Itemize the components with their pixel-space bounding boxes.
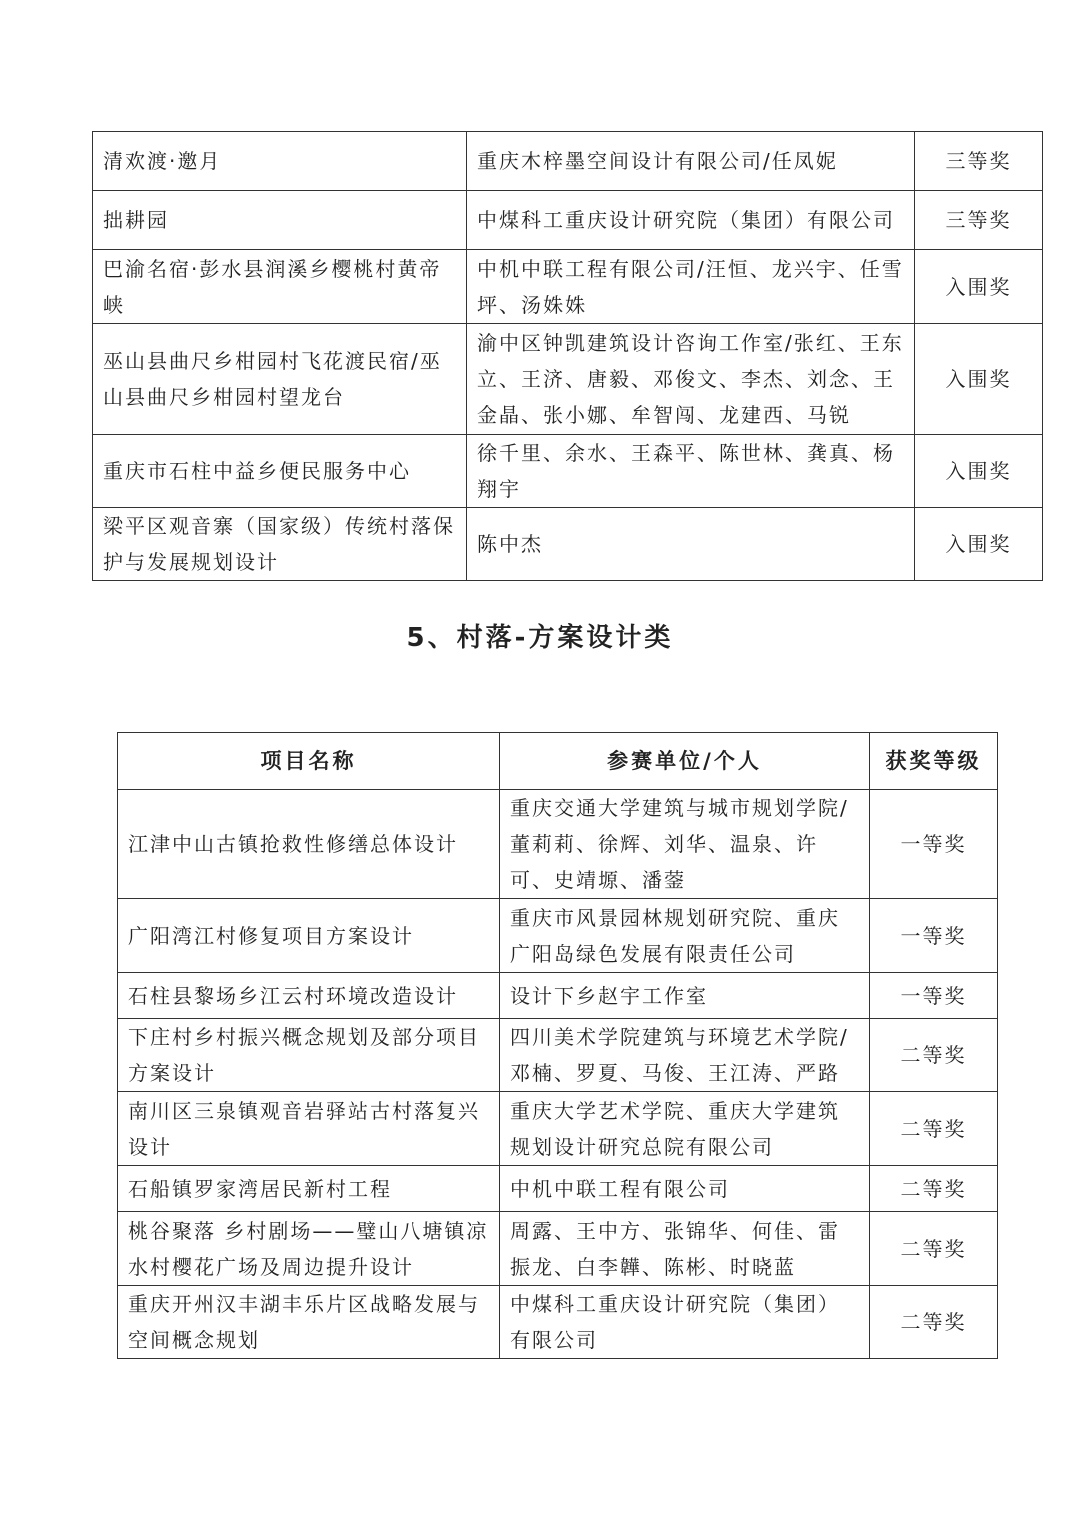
award-level-cell: 入围奖 bbox=[915, 435, 1043, 508]
table-header-row bbox=[118, 733, 998, 790]
entrant-cell: 重庆木梓墨空间设计有限公司/任凤妮 bbox=[467, 132, 915, 191]
table-row bbox=[118, 1092, 998, 1166]
award-level-cell: 一等奖 bbox=[870, 790, 998, 899]
table-row bbox=[118, 1212, 998, 1286]
award-level-cell: 三等奖 bbox=[915, 132, 1043, 191]
project-name-cell: 石柱县黎场乡江云村环境改造设计 bbox=[118, 973, 500, 1019]
project-name-cell: 南川区三泉镇观音岩驿站古村落复兴设计 bbox=[118, 1092, 500, 1166]
entrant-cell: 重庆交通大学建筑与城市规划学院/董莉莉、徐辉、刘华、温泉、许可、史靖塬、潘蓥 bbox=[500, 790, 870, 899]
table-row bbox=[93, 191, 1043, 250]
table-row bbox=[93, 324, 1043, 435]
entrant-cell: 中机中联工程有限公司 bbox=[500, 1166, 870, 1212]
award-level-cell: 二等奖 bbox=[870, 1166, 998, 1212]
section-heading: 5、村落-方案设计类 bbox=[406, 623, 674, 653]
table-row bbox=[118, 790, 998, 899]
award-level-cell: 一等奖 bbox=[870, 973, 998, 1019]
table-row bbox=[93, 435, 1043, 508]
entrant-cell: 中煤科工重庆设计研究院（集团）有限公司 bbox=[467, 191, 915, 250]
project-name-cell: 广阳湾江村修复项目方案设计 bbox=[118, 899, 500, 973]
table-row bbox=[118, 973, 998, 1019]
project-name-cell: 巴渝名宿·彭水县润溪乡樱桃村黄帝峡 bbox=[93, 250, 467, 324]
column-header-project: 项目名称 bbox=[118, 733, 500, 790]
entrant-cell: 陈中杰 bbox=[467, 508, 915, 581]
award-level-cell: 二等奖 bbox=[870, 1212, 998, 1286]
project-name-cell: 梁平区观音寨（国家级）传统村落保护与发展规划设计 bbox=[93, 508, 467, 581]
entrant-cell: 渝中区钟凯建筑设计咨询工作室/张红、王东立、王济、唐毅、邓俊文、李杰、刘念、王金晶、张小娜、牟智闯、龙建西、马锐 bbox=[467, 324, 915, 435]
award-level-cell: 入围奖 bbox=[915, 324, 1043, 435]
table-row bbox=[118, 1019, 998, 1092]
table-row bbox=[93, 250, 1043, 324]
table-row bbox=[93, 132, 1043, 191]
award-level-cell: 二等奖 bbox=[870, 1019, 998, 1092]
project-name-cell: 巫山县曲尺乡柑园村飞花渡民宿/巫山县曲尺乡柑园村望龙台 bbox=[93, 324, 467, 435]
entrant-cell: 中煤科工重庆设计研究院（集团）有限公司 bbox=[500, 1286, 870, 1359]
entrant-cell: 四川美术学院建筑与环境艺术学院/邓楠、罗夏、马俊、王江涛、严路 bbox=[500, 1019, 870, 1092]
award-level-cell: 三等奖 bbox=[915, 191, 1043, 250]
entrant-cell: 设计下乡赵宇工作室 bbox=[500, 973, 870, 1019]
award-level-cell: 入围奖 bbox=[915, 508, 1043, 581]
project-name-cell: 桃谷聚落 乡村剧场——璧山八塘镇凉水村樱花广场及周边提升设计 bbox=[118, 1212, 500, 1286]
entrant-cell: 周露、王中方、张锦华、何佳、雷振龙、白李韡、陈彬、时晓蓝 bbox=[500, 1212, 870, 1286]
table-row bbox=[118, 899, 998, 973]
awards-table-continued bbox=[92, 131, 1043, 581]
entrant-cell: 徐千里、余水、王森平、陈世林、龚真、杨翔宇 bbox=[467, 435, 915, 508]
project-name-cell: 拙耕园 bbox=[93, 191, 467, 250]
table-row bbox=[93, 508, 1043, 581]
project-name-cell: 江津中山古镇抢救性修缮总体设计 bbox=[118, 790, 500, 899]
column-header-award: 获奖等级 bbox=[870, 733, 998, 790]
project-name-cell: 石船镇罗家湾居民新村工程 bbox=[118, 1166, 500, 1212]
award-level-cell: 二等奖 bbox=[870, 1286, 998, 1359]
entrant-cell: 重庆市风景园林规划研究院、重庆广阳岛绿色发展有限责任公司 bbox=[500, 899, 870, 973]
project-name-cell: 重庆开州汉丰湖丰乐片区战略发展与空间概念规划 bbox=[118, 1286, 500, 1359]
award-level-cell: 一等奖 bbox=[870, 899, 998, 973]
award-level-cell: 二等奖 bbox=[870, 1092, 998, 1166]
entrant-cell: 重庆大学艺术学院、重庆大学建筑规划设计研究总院有限公司 bbox=[500, 1092, 870, 1166]
project-name-cell: 清欢渡·邀月 bbox=[93, 132, 467, 191]
project-name-cell: 下庄村乡村振兴概念规划及部分项目方案设计 bbox=[118, 1019, 500, 1092]
awards-table-village-scheme-design bbox=[117, 732, 998, 1359]
table-row bbox=[118, 1286, 998, 1359]
award-level-cell: 入围奖 bbox=[915, 250, 1043, 324]
entrant-cell: 中机中联工程有限公司/汪恒、龙兴宇、任雪坪、汤姝姝 bbox=[467, 250, 915, 324]
table-row bbox=[118, 1166, 998, 1212]
column-header-entrant: 参赛单位/个人 bbox=[500, 733, 870, 790]
project-name-cell: 重庆市石柱中益乡便民服务中心 bbox=[93, 435, 467, 508]
